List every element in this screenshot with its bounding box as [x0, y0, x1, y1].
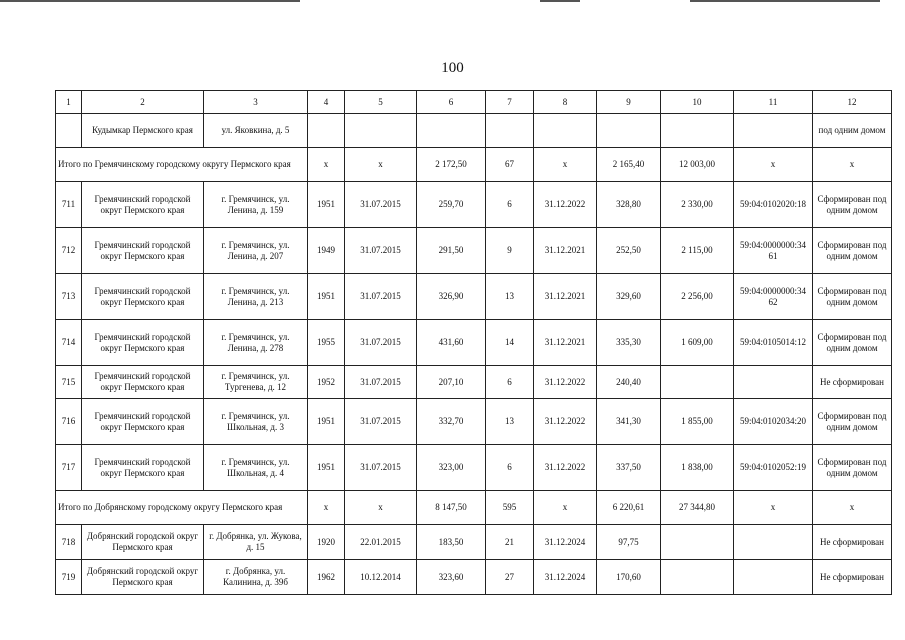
empty-cell: [734, 114, 813, 148]
status-cell: Сформирован под одним домом: [813, 274, 892, 320]
date-cell: 10.12.2014: [345, 560, 417, 595]
column-header: 8: [534, 91, 597, 114]
table-row: [56, 445, 892, 491]
residents-cell: 6: [486, 182, 534, 228]
row-number-cell: 716: [56, 399, 82, 445]
land-area-cell: 2 330,00: [661, 182, 734, 228]
column-header: 11: [734, 91, 813, 114]
date-cell: 31.07.2015: [345, 320, 417, 366]
cadastral-number-cell: 59:04:0102034:20: [734, 399, 813, 445]
table-row: [56, 228, 892, 274]
date-cell: 31.07.2015: [345, 399, 417, 445]
total-label-cell: Итого по Гремячинскому городскому округу Пермского края: [56, 148, 308, 182]
table-row: [56, 525, 892, 560]
address-cell: г. Гремячинск, ул. Школьная, д. 4: [204, 445, 308, 491]
area-cell: 431,60: [417, 320, 486, 366]
table-row: [56, 274, 892, 320]
area-cell: 323,60: [417, 560, 486, 595]
cadastral-number-cell: 59:04:0102020:18: [734, 182, 813, 228]
deadline-cell: 31.12.2024: [534, 525, 597, 560]
row-number-cell: 718: [56, 525, 82, 560]
residents-cell: 6: [486, 366, 534, 399]
status-cell: Не сформирован: [813, 525, 892, 560]
row-number-cell: 719: [56, 560, 82, 595]
address-cell: г. Гремячинск, ул. Ленина, д. 213: [204, 274, 308, 320]
row-number-cell: 717: [56, 445, 82, 491]
status-cell: Не сформирован: [813, 366, 892, 399]
empty-cell: [534, 114, 597, 148]
land-area-cell: 1 609,00: [661, 320, 734, 366]
column-header: 5: [345, 91, 417, 114]
area2-cell: 170,60: [597, 560, 661, 595]
area2-cell: 329,60: [597, 274, 661, 320]
address-cell: ул. Яковкина, д. 5: [204, 114, 308, 148]
year-cell: 1949: [308, 228, 345, 274]
municipality-cell: Гремячинский городской округ Пермского края: [82, 320, 204, 366]
row-number-cell: [56, 114, 82, 148]
column-header: 1: [56, 91, 82, 114]
deadline-cell: 31.12.2022: [534, 399, 597, 445]
total-row: [56, 491, 892, 525]
deadline-cell: 31.12.2022: [534, 182, 597, 228]
residents-cell: 27: [486, 560, 534, 595]
deadline-cell: 31.12.2022: [534, 366, 597, 399]
residents-cell: 6: [486, 445, 534, 491]
total-value-cell: х: [734, 148, 813, 182]
year-cell: 1951: [308, 399, 345, 445]
area2-cell: 328,80: [597, 182, 661, 228]
land-area-cell: 2 256,00: [661, 274, 734, 320]
status-cell: под одним домом: [813, 114, 892, 148]
address-cell: г. Гремячинск, ул. Тургенева, д. 12: [204, 366, 308, 399]
residents-cell: 21: [486, 525, 534, 560]
residents-cell: 13: [486, 274, 534, 320]
cadastral-number-cell: [734, 366, 813, 399]
deadline-cell: 31.12.2022: [534, 445, 597, 491]
page-number: 100: [441, 60, 464, 76]
cadastral-number-cell: 59:04:0000000:34 62: [734, 274, 813, 320]
total-value-cell: х: [734, 491, 813, 525]
residents-cell: 14: [486, 320, 534, 366]
municipality-cell: Кудымкар Пермского края: [82, 114, 204, 148]
column-header: 12: [813, 91, 892, 114]
address-cell: г. Гремячинск, ул. Ленина, д. 278: [204, 320, 308, 366]
register-table: [55, 90, 892, 595]
year-cell: 1951: [308, 445, 345, 491]
cadastral-number-cell: 59:04:0105014:12: [734, 320, 813, 366]
address-cell: г. Добрянка, ул. Жукова, д. 15: [204, 525, 308, 560]
column-header: 3: [204, 91, 308, 114]
total-value-cell: х: [534, 148, 597, 182]
area-cell: 291,50: [417, 228, 486, 274]
year-cell: 1920: [308, 525, 345, 560]
row-number-cell: 713: [56, 274, 82, 320]
empty-cell: [345, 114, 417, 148]
land-area-cell: 2 115,00: [661, 228, 734, 274]
total-label-cell: Итого по Добрянскому городскому округу Пермского края: [56, 491, 308, 525]
area-cell: 323,00: [417, 445, 486, 491]
area2-cell: 240,40: [597, 366, 661, 399]
cadastral-number-cell: [734, 525, 813, 560]
land-area-cell: 1 855,00: [661, 399, 734, 445]
residents-cell: 13: [486, 399, 534, 445]
municipality-cell: Гремячинский городской округ Пермского края: [82, 228, 204, 274]
column-header: 7: [486, 91, 534, 114]
column-header: 6: [417, 91, 486, 114]
total-value-cell: х: [534, 491, 597, 525]
column-header: 4: [308, 91, 345, 114]
status-cell: Сформирован под одним домом: [813, 445, 892, 491]
year-cell: 1951: [308, 274, 345, 320]
date-cell: 31.07.2015: [345, 182, 417, 228]
area2-cell: 335,30: [597, 320, 661, 366]
area-cell: 332,70: [417, 399, 486, 445]
address-cell: г. Гремячинск, ул. Ленина, д. 207: [204, 228, 308, 274]
total-value-cell: 27 344,80: [661, 491, 734, 525]
total-value-cell: 67: [486, 148, 534, 182]
land-area-cell: [661, 560, 734, 595]
total-value-cell: х: [308, 148, 345, 182]
total-value-cell: 595: [486, 491, 534, 525]
year-cell: 1962: [308, 560, 345, 595]
land-area-cell: [661, 525, 734, 560]
residents-cell: 9: [486, 228, 534, 274]
year-cell: 1952: [308, 366, 345, 399]
table-row: [56, 366, 892, 399]
date-cell: 31.07.2015: [345, 228, 417, 274]
scan-edge-line: [690, 0, 880, 2]
empty-cell: [308, 114, 345, 148]
area-cell: 326,90: [417, 274, 486, 320]
area2-cell: 252,50: [597, 228, 661, 274]
total-value-cell: х: [813, 491, 892, 525]
status-cell: Сформирован под одним домом: [813, 228, 892, 274]
total-value-cell: 6 220,61: [597, 491, 661, 525]
total-value-cell: х: [308, 491, 345, 525]
column-header: 9: [597, 91, 661, 114]
cadastral-number-cell: 59:04:0102052:19: [734, 445, 813, 491]
deadline-cell: 31.12.2024: [534, 560, 597, 595]
municipality-cell: Гремячинский городской округ Пермского края: [82, 445, 204, 491]
table-row: [56, 399, 892, 445]
cadastral-number-cell: 59:04:0000000:34 61: [734, 228, 813, 274]
row-number-cell: 715: [56, 366, 82, 399]
municipality-cell: Гремячинский городской округ Пермского края: [82, 274, 204, 320]
municipality-cell: Гремячинский городской округ Пермского края: [82, 399, 204, 445]
column-header: 10: [661, 91, 734, 114]
header-row: [56, 91, 892, 114]
total-value-cell: 2 165,40: [597, 148, 661, 182]
total-value-cell: 8 147,50: [417, 491, 486, 525]
municipality-cell: Гремячинский городской округ Пермского края: [82, 182, 204, 228]
deadline-cell: 31.12.2021: [534, 320, 597, 366]
address-cell: г. Гремячинск, ул. Школьная, д. 3: [204, 399, 308, 445]
area2-cell: 97,75: [597, 525, 661, 560]
date-cell: 22.01.2015: [345, 525, 417, 560]
table-row: [56, 320, 892, 366]
address-cell: г. Гремячинск, ул. Ленина, д. 159: [204, 182, 308, 228]
status-cell: Сформирован под одним домом: [813, 320, 892, 366]
empty-cell: [486, 114, 534, 148]
area-cell: 183,50: [417, 525, 486, 560]
municipality-cell: Гремячинский городской округ Пермского края: [82, 366, 204, 399]
cadastral-number-cell: [734, 560, 813, 595]
table-row: [56, 114, 892, 148]
total-value-cell: х: [345, 491, 417, 525]
deadline-cell: 31.12.2021: [534, 274, 597, 320]
status-cell: Сформирован под одним домом: [813, 399, 892, 445]
column-header: 2: [82, 91, 204, 114]
table-row: [56, 182, 892, 228]
empty-cell: [661, 114, 734, 148]
row-number-cell: 712: [56, 228, 82, 274]
area2-cell: 337,50: [597, 445, 661, 491]
date-cell: 31.07.2015: [345, 274, 417, 320]
total-value-cell: х: [813, 148, 892, 182]
empty-cell: [597, 114, 661, 148]
total-row: [56, 148, 892, 182]
row-number-cell: 711: [56, 182, 82, 228]
year-cell: 1955: [308, 320, 345, 366]
empty-cell: [417, 114, 486, 148]
area-cell: 259,70: [417, 182, 486, 228]
scan-edge-line: [0, 0, 300, 2]
total-value-cell: 12 003,00: [661, 148, 734, 182]
area2-cell: 341,30: [597, 399, 661, 445]
municipality-cell: Добрянский городской округ Пермского края: [82, 525, 204, 560]
row-number-cell: 714: [56, 320, 82, 366]
land-area-cell: 1 838,00: [661, 445, 734, 491]
address-cell: г. Добрянка, ул. Калинина, д. 39б: [204, 560, 308, 595]
table-row: [56, 560, 892, 595]
municipality-cell: Добрянский городской округ Пермского края: [82, 560, 204, 595]
year-cell: 1951: [308, 182, 345, 228]
date-cell: 31.07.2015: [345, 445, 417, 491]
scan-edge-line: [540, 0, 580, 2]
area-cell: 207,10: [417, 366, 486, 399]
deadline-cell: 31.12.2021: [534, 228, 597, 274]
total-value-cell: 2 172,50: [417, 148, 486, 182]
status-cell: Сформирован под одним домом: [813, 182, 892, 228]
land-area-cell: [661, 366, 734, 399]
total-value-cell: х: [345, 148, 417, 182]
status-cell: Не сформирован: [813, 560, 892, 595]
date-cell: 31.07.2015: [345, 366, 417, 399]
